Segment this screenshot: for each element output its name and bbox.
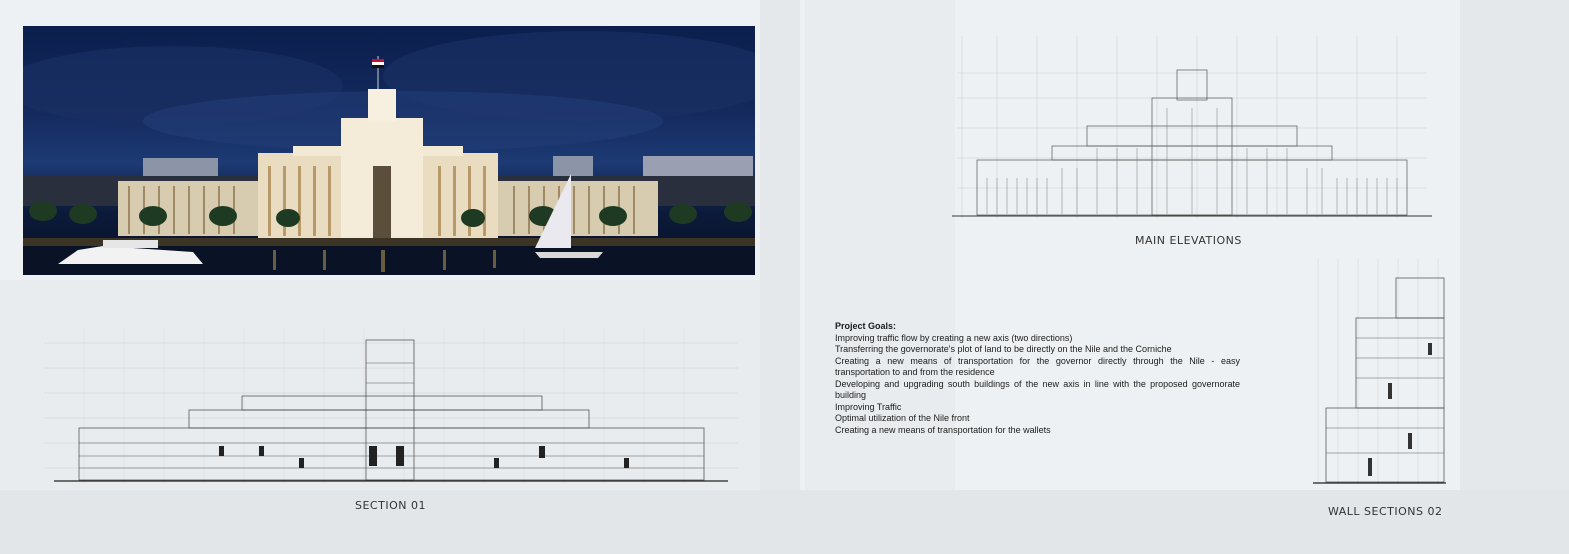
goal-item: Transferring the governorate's plot of land to be directly on the Nile and the Corniche: [835, 344, 1172, 354]
goal-item: Creating a new means of transportation for the wallets: [835, 424, 1051, 435]
building-rendering: [23, 26, 755, 275]
goal-item: Creating a new means of transportation for the governor directly through the Nile - easy transportation to and from the residence: [835, 355, 1240, 377]
wall-section-drawing: [1308, 258, 1448, 486]
goal-item: Optimal utilization of the Nile front: [835, 413, 970, 423]
section-caption: SECTION 01: [355, 499, 426, 512]
main-elevations-caption: MAIN ELEVATIONS: [1135, 234, 1242, 247]
wall-sections-caption: WALL SECTIONS 02: [1328, 505, 1443, 518]
goal-item: Improving Traffic: [835, 401, 902, 412]
goal-item: Improving traffic flow by creating a new axis (two directions): [835, 332, 1073, 343]
project-goals-title: Project Goals:: [835, 321, 897, 331]
goal-item: Developing and upgrading south buildings of the new axis in line with the proposed governorate building: [835, 378, 1240, 400]
project-goals: [835, 321, 1240, 436]
section-drawing: [24, 318, 758, 490]
main-elevation-drawing: [937, 28, 1447, 226]
